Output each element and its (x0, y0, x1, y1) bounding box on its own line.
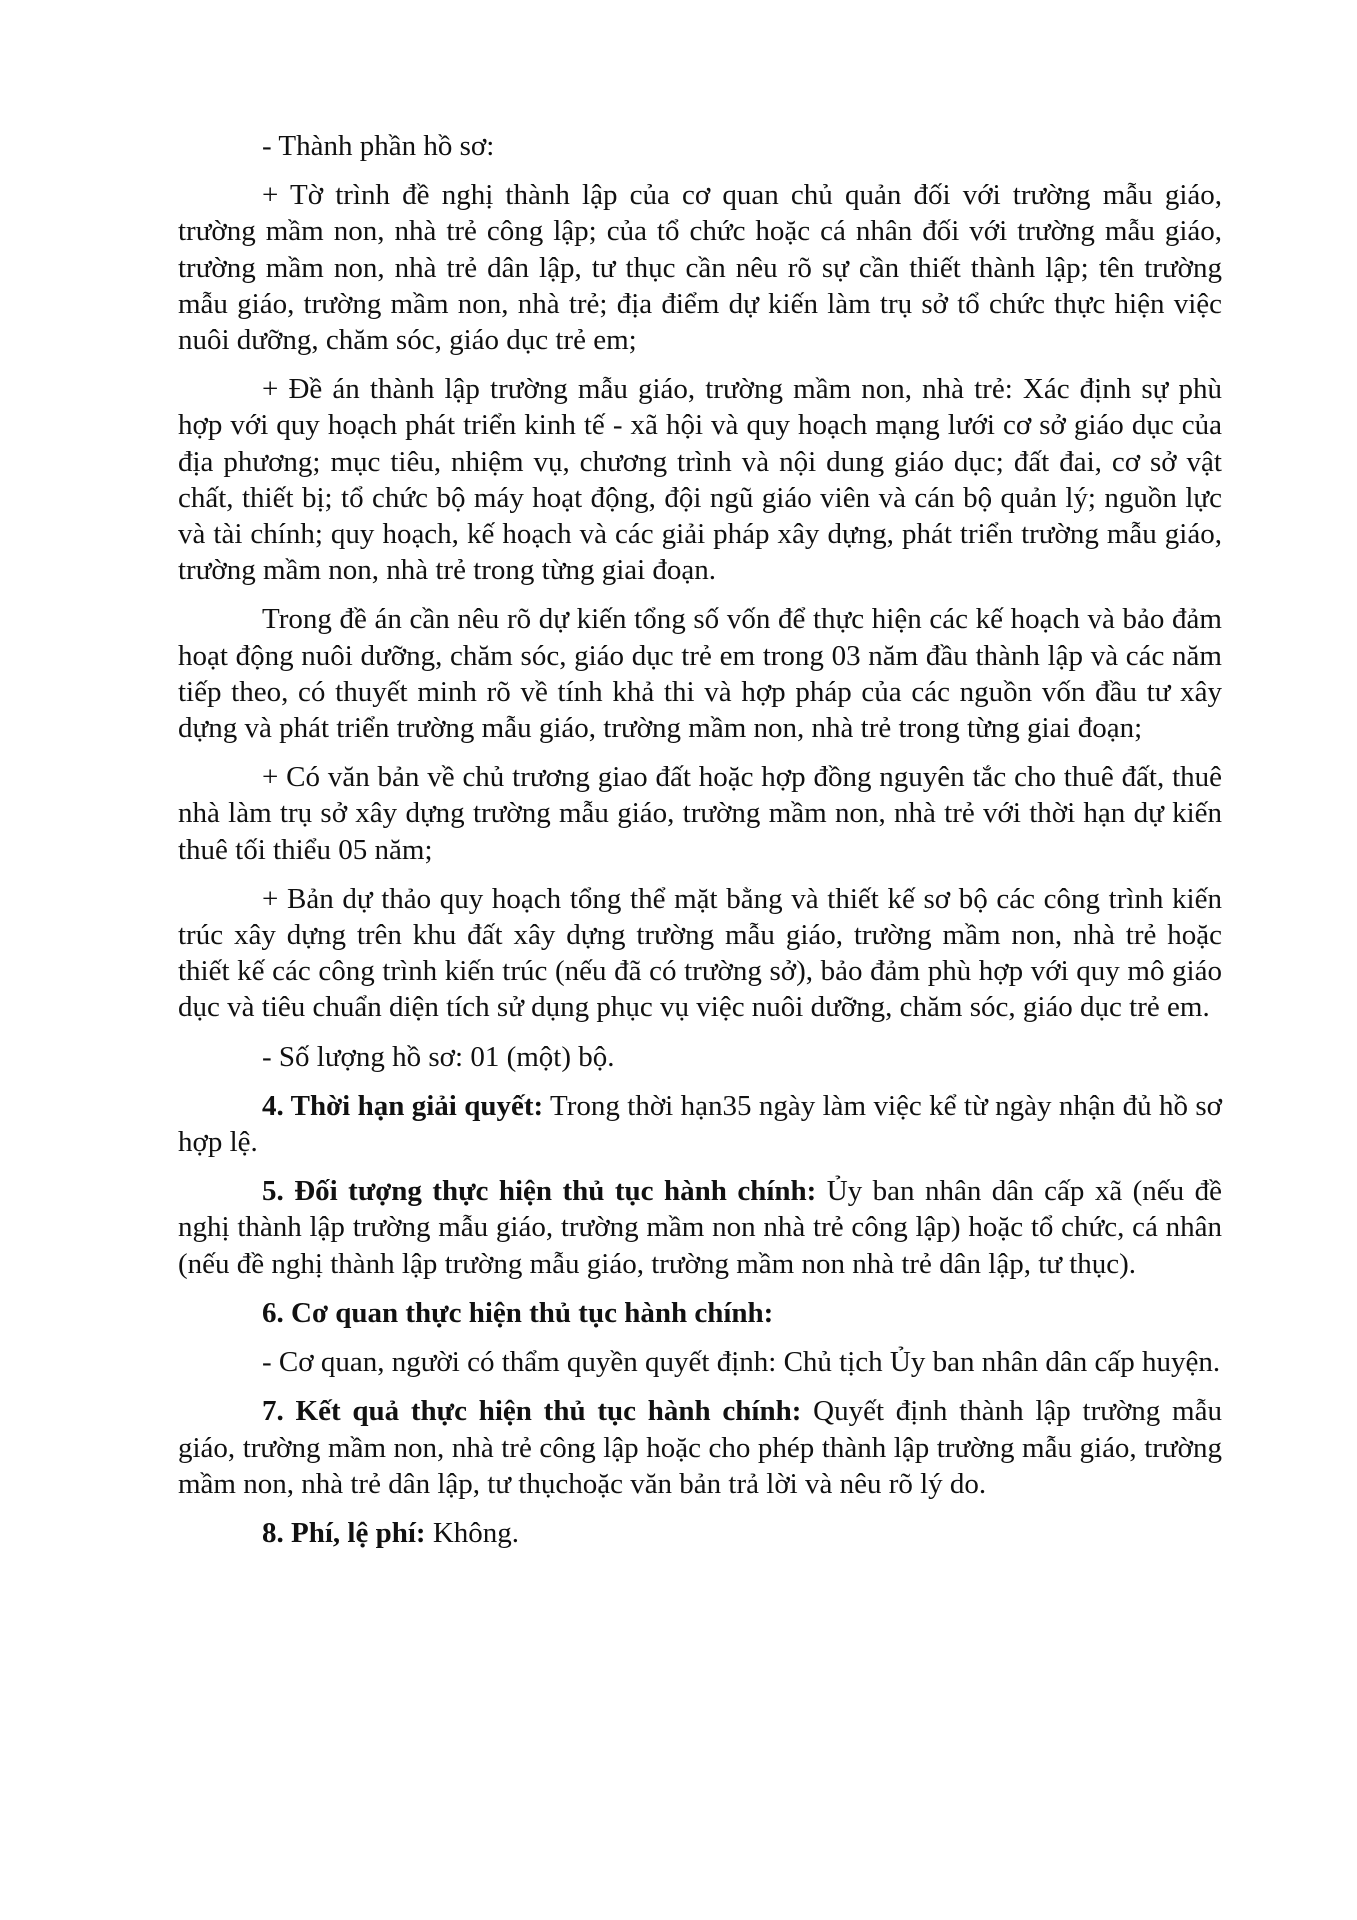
section-label: 7. Kết quả thực hiện thủ tục hành chính: (262, 1395, 802, 1428)
dossier-quantity (178, 1039, 1222, 1075)
section-label: 6. Cơ quan thực hiện thủ tục hành chính: (262, 1296, 774, 1329)
paragraph-text: Quyết định thành lập trường mẫu giáo, trường mầm non, nhà trẻ công lập hoặc cho phép thành lập trường mẫu giáo, trường mầm non, nhà trẻ dân lập, tư thụchoặc văn bản trả lời và nêu rõ lý do. (178, 1395, 1222, 1500)
dossier-components-heading (178, 128, 1222, 164)
project-capital-paragraph (178, 601, 1222, 746)
section-result (178, 1393, 1222, 1502)
section-label: 4. Thời hạn giải quyết: (262, 1089, 544, 1122)
paragraph-text: Trong đề án cần nêu rõ dự kiến tổng số vốn để thực hiện các kế hoạch và bảo đảm hoạt động nuôi dưỡng, chăm sóc, giáo dục trẻ em trong 03 năm đầu thành lập và các năm tiếp theo, có thuyết minh rõ về tính khả thi và hợp pháp của các nguồn vốn đầu tư xây dựng và phát triển trường mẫu giáo, trường mầm non, nhà trẻ trong từng giai đoạn; (178, 603, 1222, 745)
paragraph-text: Ủy ban nhân dân cấp xã (nếu đề nghị thành lập trường mẫu giáo, trường mầm non nhà trẻ công lập) hoặc tổ chức, cá nhân (nếu đề nghị thành lập trường mẫu giáo, trường mầm non nhà trẻ dân lập, tư thục). (178, 1175, 1222, 1280)
section-label: 5. Đối tượng thực hiện thủ tục hành chính: (262, 1175, 817, 1208)
paragraph-text: - Số lượng hồ sơ: 01 (một) bộ. (262, 1040, 615, 1073)
paragraph-text: + Tờ trình đề nghị thành lập của cơ quan chủ quản đối với trường mẫu giáo, trường mầm non, nhà trẻ công lập; của tổ chức hoặc cá nhân đối với trường mẫu giáo, trường mầm non, nhà trẻ dân lập, tư thục cần nêu rõ sự cần thiết thành lập; tên trường mẫu giáo, trường mầm non, nhà trẻ; địa điểm dự kiến làm trụ sở tổ chức thực hiện việc nuôi dưỡng, chăm sóc, giáo dục trẻ em; (178, 179, 1222, 357)
deciding-authority (178, 1344, 1222, 1380)
dossier-item-master-plan (178, 881, 1222, 1026)
section-applicants (178, 1173, 1222, 1282)
section-implementing-agency (178, 1295, 1222, 1331)
dossier-item-proposal (178, 177, 1222, 358)
paragraph-text: + Có văn bản về chủ trương giao đất hoặc hợp đồng nguyên tắc cho thuê đất, thuê nhà làm trụ sở xây dựng trường mẫu giáo, trường mầm non, nhà trẻ với thời hạn dự kiến thuê tối thiểu 05 năm; (178, 761, 1222, 866)
section-processing-time (178, 1088, 1222, 1160)
dossier-item-land-document (178, 759, 1222, 868)
dossier-item-project (178, 371, 1222, 588)
section-label: 8. Phí, lệ phí: (262, 1516, 426, 1549)
paragraph-text: - Cơ quan, người có thẩm quyền quyết định: Chủ tịch Ủy ban nhân dân cấp huyện. (262, 1346, 1221, 1379)
section-fees (178, 1515, 1222, 1551)
paragraph-text: - Thành phần hồ sơ: (262, 130, 495, 162)
document-page (178, 128, 1222, 1564)
paragraph-text: Trong thời hạn35 ngày làm việc kể từ ngày nhận đủ hồ sơ hợp lệ. (178, 1089, 1222, 1159)
paragraph-text: + Đề án thành lập trường mẫu giáo, trường mầm non, nhà trẻ: Xác định sự phù hợp với quy hoạch phát triển kinh tế - xã hội và quy hoạch mạng lưới cơ sở giáo dục của địa phương; mục tiêu, nhiệm vụ, chương trình và nội dung giáo dục; đất đai, cơ sở vật chất, thiết bị; tổ chức bộ máy hoạt động, đội ngũ giáo viên và cán bộ quản lý; nguồn lực và tài chính; quy hoạch, kế hoạch và các giải pháp xây dựng, phát triển trường mẫu giáo, trường mầm non, nhà trẻ trong từng giai đoạn. (178, 373, 1222, 587)
paragraph-text: + Bản dự thảo quy hoạch tổng thể mặt bằng và thiết kế sơ bộ các công trình kiến trúc xây dựng trên khu đất xây dựng trường mẫu giáo, trường mầm non, nhà trẻ hoặc thiết kế các công trình kiến trúc (nếu đã có trường sở), bảo đảm phù hợp với quy mô giáo dục và tiêu chuẩn diện tích sử dụng phục vụ việc nuôi dưỡng, chăm sóc, giáo dục trẻ em. (178, 882, 1222, 1024)
paragraph-text: Không. (425, 1516, 520, 1549)
